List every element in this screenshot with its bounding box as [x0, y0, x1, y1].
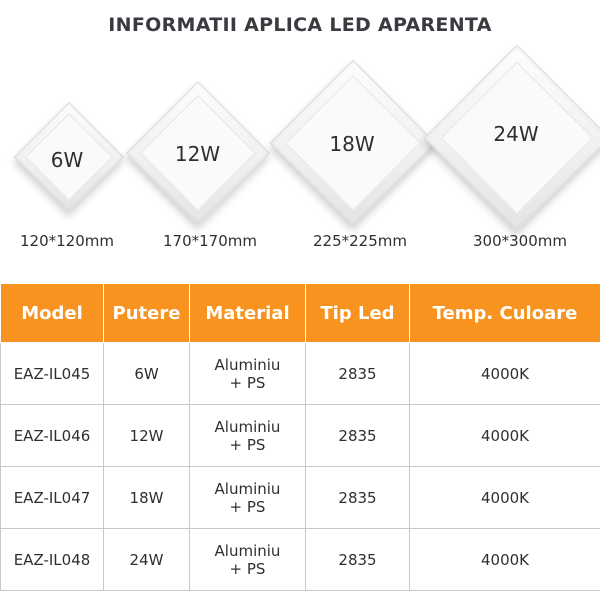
panel-watt-label: 12W	[174, 142, 221, 166]
cell-material	[190, 343, 306, 405]
header-led-type: Tip Led	[306, 284, 410, 343]
panel-size-label: 300*300mm	[473, 232, 567, 250]
cell-led-type: 2835	[306, 405, 410, 467]
panel-size-label: 120*120mm	[20, 232, 114, 250]
material-line: + PS	[229, 497, 266, 516]
cell-color-temp: 4000K	[410, 405, 600, 467]
cell-material	[190, 467, 306, 529]
table-row	[1, 405, 600, 467]
material-line: + PS	[229, 373, 266, 392]
cell-power: 12W	[104, 405, 190, 467]
panel-watt-label: 18W	[329, 132, 375, 156]
material-line: + PS	[229, 435, 266, 454]
panel-watt-label: 6W	[50, 148, 84, 172]
led-panel-6w	[12, 98, 122, 218]
material-line: Aluminiu	[214, 541, 281, 560]
cell-model: EAZ-IL047	[1, 467, 104, 529]
cell-material	[190, 405, 306, 467]
material-line: Aluminiu	[214, 479, 281, 498]
material-line: + PS	[229, 559, 266, 578]
panel-size-label: 170*170mm	[163, 232, 257, 250]
cell-color-temp: 4000K	[410, 529, 600, 591]
table-row	[1, 529, 600, 591]
cell-color-temp: 4000K	[410, 467, 600, 529]
material-line: Aluminiu	[214, 417, 281, 436]
page-title: INFORMATII APLICA LED APARENTA	[108, 14, 492, 36]
table-header-row	[1, 284, 600, 343]
header-power: Putere	[104, 284, 190, 343]
cell-led-type: 2835	[306, 529, 410, 591]
led-panel-18w	[272, 62, 432, 227]
panel-watt-label: 24W	[493, 122, 539, 146]
cell-model: EAZ-IL046	[1, 405, 104, 467]
cell-model: EAZ-IL048	[1, 529, 104, 591]
material-line: Aluminiu	[214, 355, 281, 374]
panel-size-label: 225*225mm	[313, 232, 407, 250]
cell-power: 18W	[104, 467, 190, 529]
cell-color-temp: 4000K	[410, 343, 600, 405]
cell-material	[190, 529, 306, 591]
cell-power: 6W	[104, 343, 190, 405]
cell-led-type: 2835	[306, 343, 410, 405]
table-row	[1, 343, 600, 405]
led-panel-24w	[432, 52, 600, 222]
table-row	[1, 467, 600, 529]
header-material: Material	[190, 284, 306, 343]
cell-led-type: 2835	[306, 467, 410, 529]
cell-model: EAZ-IL045	[1, 343, 104, 405]
spec-table	[0, 283, 600, 591]
header-model: Model	[1, 284, 104, 343]
cell-power: 24W	[104, 529, 190, 591]
header-color-temp: Temp. Culoare	[410, 284, 600, 343]
led-panel-12w	[125, 78, 270, 228]
